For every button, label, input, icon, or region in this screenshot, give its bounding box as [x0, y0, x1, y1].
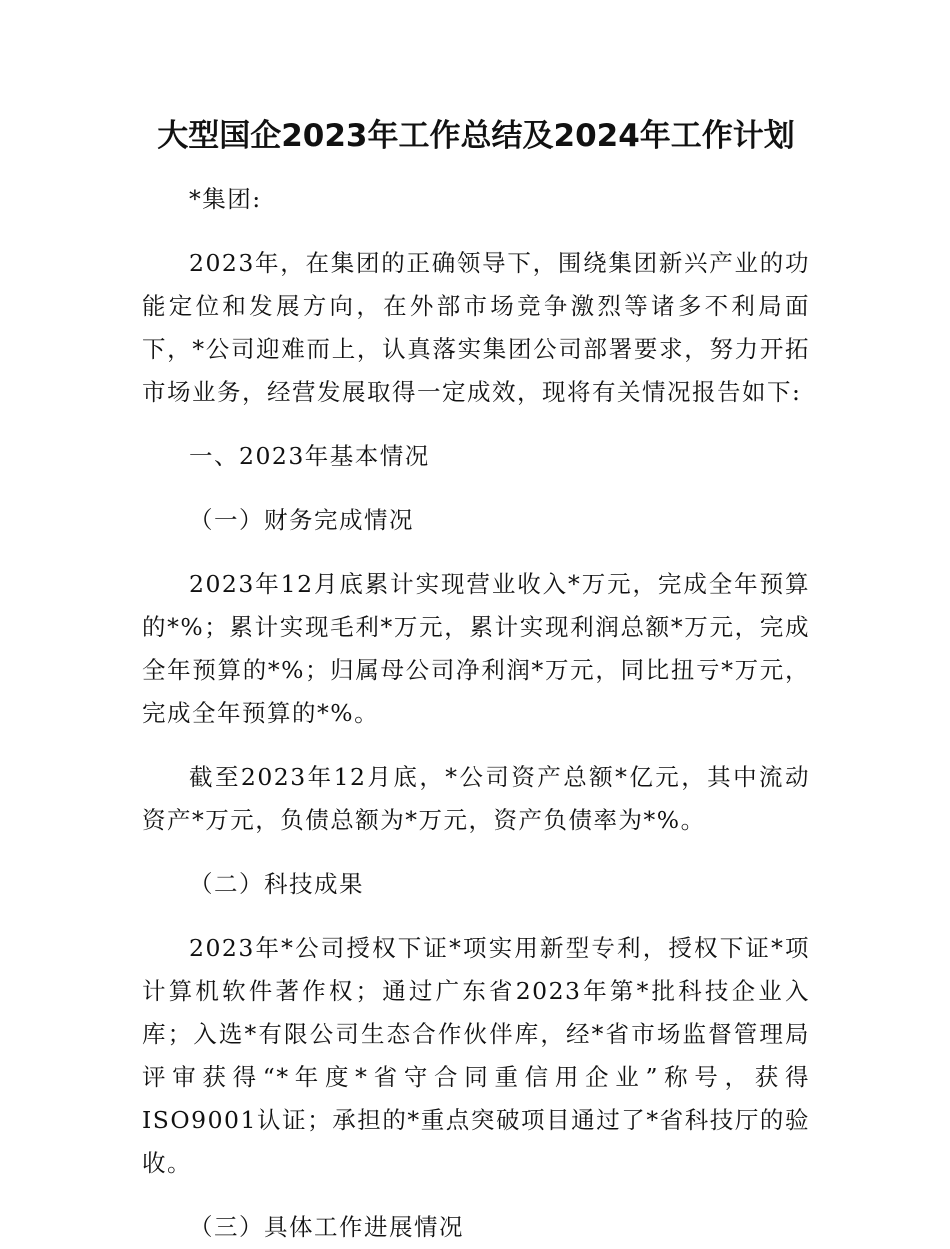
document-title: 大型国企2023年工作总结及2024年工作计划 — [157, 118, 795, 154]
finance-paragraph-1: 2023年12月底累计实现营业收入*万元，完成全年预算的*%；累计实现毛利*万元，累计实现利润总额*万元，完成全年预算的*%；归属母公司净利润*万元，同比扭亏*万元，完成全年预算的*%。 — [142, 570, 810, 727]
tech-paragraph: 2023年*公司授权下证*项实用新型专利，授权下证*项计算机软件著作权；通过广东省2023年第*批科技企业入库；入选*有限公司生态合作伙伴库，经*省市场监督管理局评审获得“*年度*省守合同重信用企业”称号，获得ISO9001认证；承担的*重点突破项目通过了*省科技厅的验收。 — [142, 934, 810, 1177]
subsection-heading-finance: （一）财务完成情况 — [189, 506, 414, 534]
intro-paragraph: 2023年，在集团的正确领导下，围绕集团新兴产业的功能定位和发展方向，在外部市场竞争激烈等诸多不利局面下，*公司迎难而上，认真落实集团公司部署要求，努力开拓市场业务，经营发展取得一定成效，现将有关情况报告如下: — [142, 249, 810, 406]
finance-paragraph-2: 截至2023年12月底，*公司资产总额*亿元，其中流动资产*万元，负债总额为*万元，资产负债率为*%。 — [142, 763, 810, 834]
subsection-heading-tech: （二）科技成果 — [189, 870, 364, 898]
subsection-heading-progress: （三）具体工作进展情况 — [189, 1213, 464, 1241]
section-heading-basic-situation: 一、2023年基本情况 — [189, 442, 430, 470]
salutation: *集团: — [189, 185, 262, 213]
